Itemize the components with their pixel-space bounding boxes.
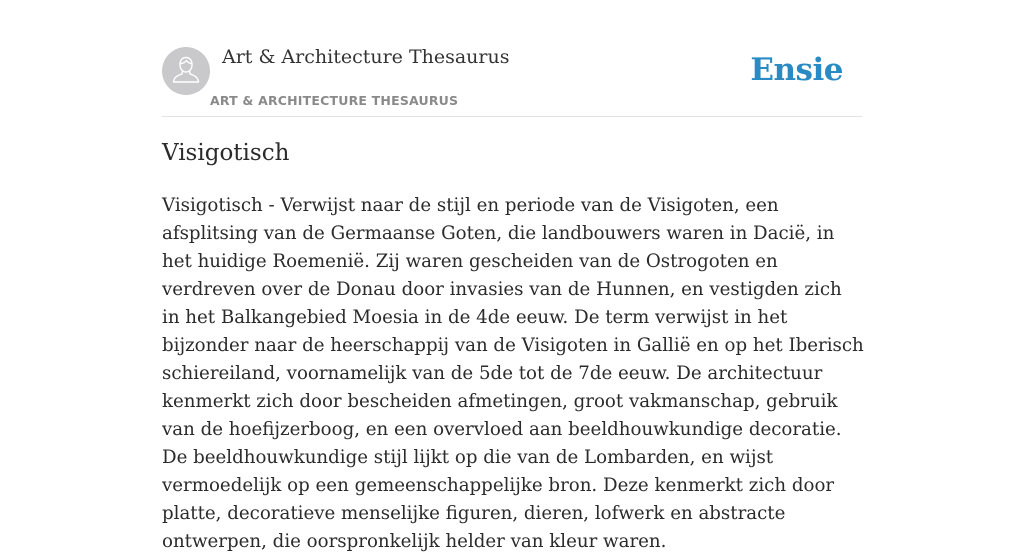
source-title[interactable]: Art & Architecture Thesaurus [222,46,510,68]
ensie-logo-link[interactable]: Ensie [750,52,843,88]
user-silhouette-icon [172,55,200,87]
avatar[interactable] [162,47,210,95]
source-subtitle[interactable]: ART & ARCHITECTURE THESAURUS [210,93,459,108]
term-title: Visigotisch [162,140,290,166]
source-header [162,46,862,117]
definition-text: Visigotisch - Verwijst naar de stijl en periode van de Visigoten, een afsplitsing van de Germaanse Goten, die landbouwers waren in Dacië, in het huidige Roemenië. Zij waren gescheiden van de Ostrogoten en verdreven over de Donau door invasies van de Hunnen, en vestigden zich in het Balkangebied Moesia in de 4de eeuw. De term verwijst in het bijzonder naar de heerschappij van de Visigoten in Gallië en op het Iberisch schiereiland, voornamelijk van de 5de tot de 7de eeuw. De architectuur kenmerkt zich door bescheiden afmetingen, groot vakmanschap, gebruik van de hoefijzerboog, en een overvloed aan beeldhouwkundige decoratie. De beeldhouwkundige stijl lijkt op die van de Lombarden, en wijst vermoedelijk op een gemeenschappelijke bron. Deze kenmerkt zich door platte, decoratieve menselijke figuren, dieren, lofwerk en abstracte ontwerpen, die oorspronkelijk helder van kleur waren. [162,195,864,552]
